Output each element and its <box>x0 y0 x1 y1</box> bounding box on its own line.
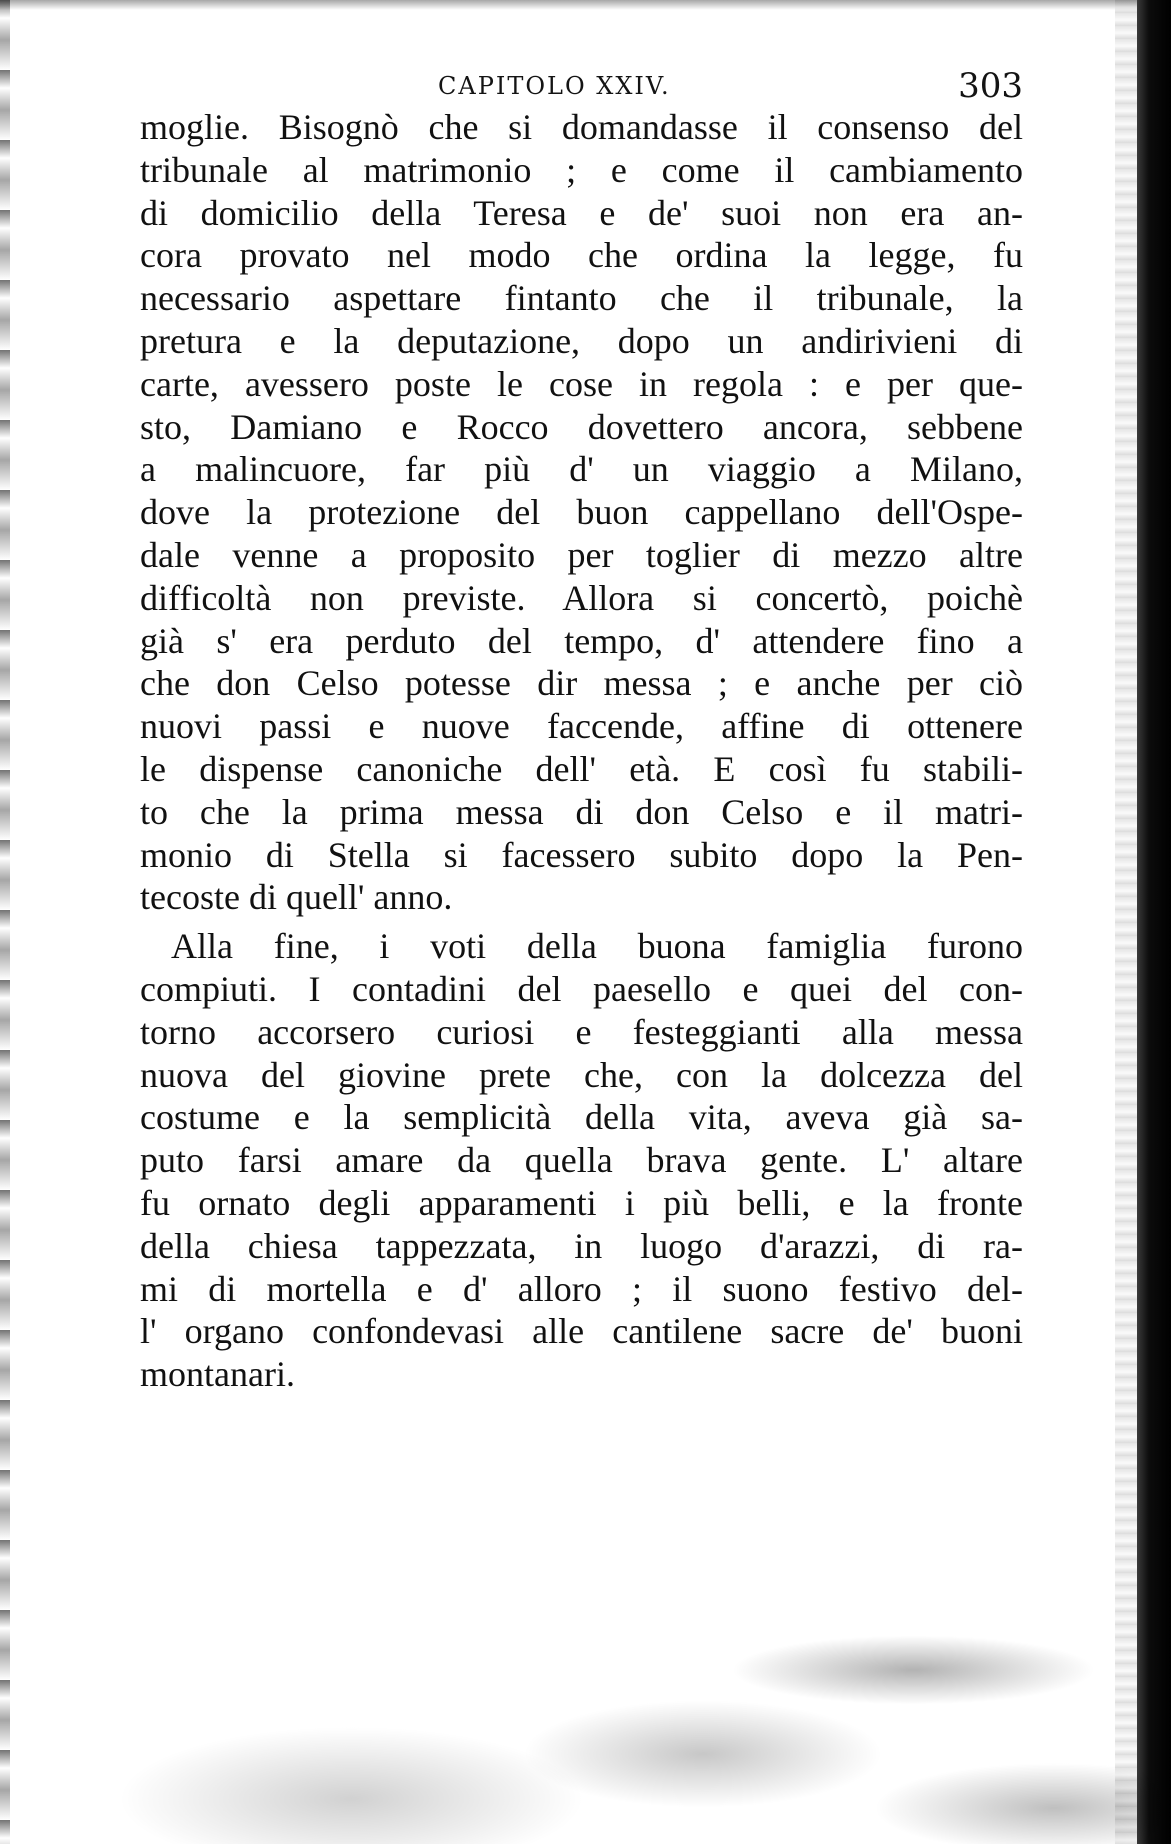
text-line: montanari. <box>140 1354 295 1395</box>
text-line: monio di Stella si facessero subito dopo la Pen- <box>140 834 1023 875</box>
text-line: tecoste di quell' anno. <box>140 877 453 918</box>
text-line: Alla fine, i voti della buona famiglia furono <box>171 926 1023 967</box>
text-line: necessario aspettare fintanto che il tribunale, la <box>140 278 1023 319</box>
text-line: pretura e la deputazione, dopo un andirivieni di <box>140 320 1023 361</box>
text-line: a malincuore, far più d' un viaggio a Milano, <box>140 449 1023 490</box>
text-line: carte, avessero poste le cose in regola : e per que- <box>140 363 1023 404</box>
text-line: dale venne a proposito per toglier di mezzo altre <box>140 534 1023 575</box>
page-header <box>140 66 1040 110</box>
text-line: dove la protezione del buon cappellano dell'Ospe- <box>140 492 1023 533</box>
text-line: nuova del giovine prete che, con la dolcezza del <box>140 1054 1023 1095</box>
text-line: nuovi passi e nuove faccende, affine di ottenere <box>140 706 1023 747</box>
text-line: già s' era perduto del tempo, d' attendere fino a <box>140 620 1023 661</box>
text-line: le dispense canoniche dell' età. E così fu stabili- <box>140 748 1023 789</box>
text-line: fu ornato degli apparamenti i più belli, e la fronte <box>140 1182 1023 1223</box>
text-line: della chiesa tappezzata, in luogo d'arazzi, di ra- <box>140 1225 1023 1266</box>
running-head: CAPITOLO XXIV. <box>438 72 671 100</box>
text-line: moglie. Bisognò che si domandasse il consenso del <box>140 107 1023 147</box>
page-top-shadow <box>0 0 1171 10</box>
text-line: di domicilio della Teresa e de' suoi non era an- <box>140 192 1023 233</box>
text-line: tribunale al matrimonio ; e come il cambiamento <box>140 149 1023 190</box>
text-line: costume e la semplicità della vita, aveva già sa- <box>140 1097 1023 1138</box>
text-line: che don Celso potesse dir messa ; e anche per ciò <box>140 663 1023 704</box>
page-number: 303 <box>958 66 1023 106</box>
text-line: compiuti. I contadini del paesello e quei del con- <box>140 968 1023 1009</box>
page-bottom-stains <box>0 1544 1171 1844</box>
text-line: torno accorsero curiosi e festeggianti alla messa <box>140 1011 1023 1052</box>
text-line: cora provato nel modo che ordina la legge, fu <box>140 235 1023 276</box>
text-line: puto farsi amare da quella brava gente. L' altare <box>140 1140 1023 1181</box>
text-line: l' organo confondevasi alle cantilene sacre de' buoni <box>140 1311 1023 1352</box>
text-line: difficoltà non previste. Allora si concertò, poichè <box>140 577 1023 618</box>
text-line: mi di mortella e d' alloro ; il suono festivo del- <box>140 1268 1023 1309</box>
body-text <box>140 106 1023 1396</box>
text-line: sto, Damiano e Rocco dovettero ancora, sebbene <box>140 406 1023 447</box>
text-line: to che la prima messa di don Celso e il matri- <box>140 791 1023 832</box>
